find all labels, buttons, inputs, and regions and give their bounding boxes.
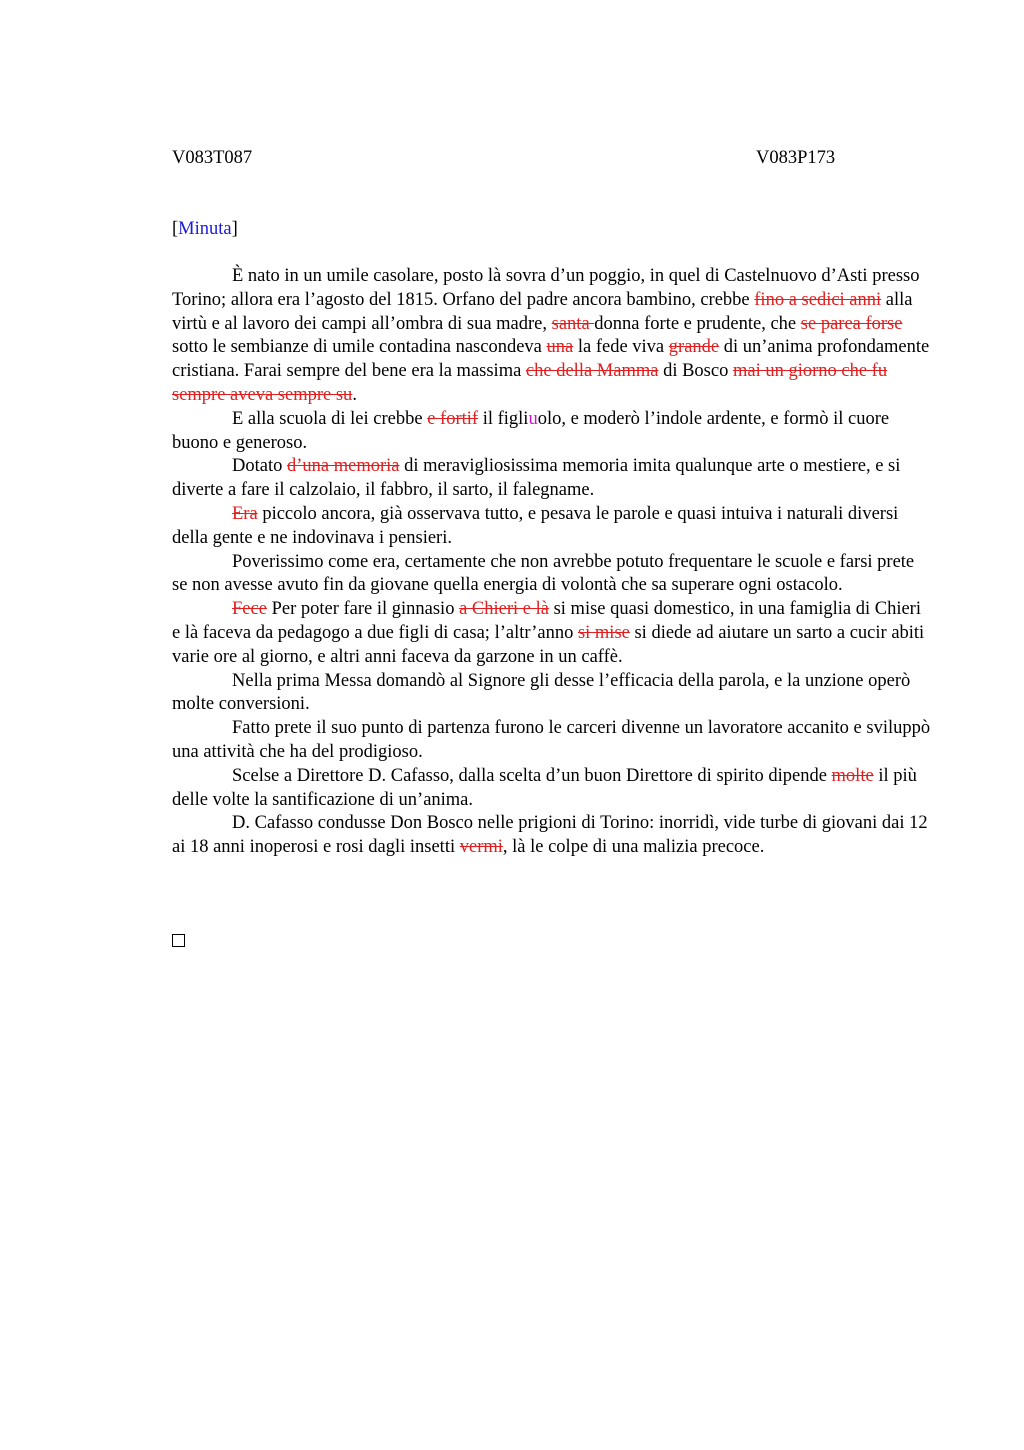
paragraph bbox=[172, 265, 932, 408]
text-segment: Scelse a Direttore D. Cafasso, dalla scelta d’un buon Direttore di spirito dipende bbox=[232, 765, 832, 786]
header-left-code: V083T087 bbox=[172, 148, 253, 168]
text-segment: di un’anima profondamente cristiana. Farai sempre del bene era la massima bbox=[172, 337, 930, 382]
paragraph bbox=[172, 455, 932, 503]
section-close-bracket: ] bbox=[231, 219, 238, 239]
deleted-text: e fortif bbox=[427, 408, 479, 429]
paragraph bbox=[172, 503, 932, 551]
text-segment: Fatto prete il suo punto di partenza furono le carceri divenne un lavoratore accanito e sviluppò una attività che ha del prodigioso. bbox=[172, 718, 931, 762]
body-text bbox=[172, 265, 932, 860]
text-segment: piccolo ancora, già osservava tutto, e pesava le parole e quasi intuiva i naturali diversi della gente e ne indovinava i pensieri. bbox=[172, 503, 899, 548]
header-right-code: V083P173 bbox=[756, 148, 836, 168]
section-label-text: Minuta bbox=[178, 219, 232, 239]
paragraph bbox=[172, 598, 932, 669]
text-segment: Per poter fare il ginnasio bbox=[266, 599, 460, 620]
text-segment: D. Cafasso condusse Don Bosco nelle prigioni di Torino: inorridì, vide turbe di giovani dai 12 ai 18 anni inoperosi e rosi dagli insetti bbox=[172, 813, 928, 858]
paragraph bbox=[172, 408, 932, 456]
paragraph bbox=[172, 551, 932, 599]
deleted-text: una bbox=[546, 337, 574, 358]
deleted-text: vermi bbox=[459, 837, 503, 858]
section-open-bracket: [ bbox=[172, 219, 179, 239]
deleted-text: che della Mamma bbox=[525, 361, 659, 382]
deleted-text: molte bbox=[831, 765, 874, 786]
deleted-text: Era bbox=[232, 503, 258, 524]
text-segment: di Bosco bbox=[658, 361, 733, 382]
text-segment: di meravigliosissima memoria imita qualunque arte o mestiere, e si diverte a fare il calzolaio, il fabbro, il sarto, il falegname. bbox=[172, 456, 901, 501]
section-label bbox=[172, 218, 238, 241]
text-segment: Dotato bbox=[232, 456, 287, 477]
deleted-text: a Chieri e là bbox=[459, 599, 549, 620]
end-marker-box bbox=[172, 934, 185, 947]
text-segment: , là le colpe di una malizia precoce. bbox=[502, 837, 765, 858]
deleted-text: d’una memoria bbox=[286, 456, 400, 477]
paragraph bbox=[172, 812, 932, 860]
text-segment: si diede ad aiutare un sarto a cucir abiti varie ore al giorno, e altri anni faceva da garzone in un caffè. bbox=[172, 622, 925, 667]
text-segment: il più delle volte la santificazione di un’anima. bbox=[172, 765, 917, 810]
deleted-text: fino a sedici anni bbox=[754, 289, 882, 310]
inserted-text: u bbox=[528, 408, 538, 429]
text-segment: E alla scuola di lei crebbe bbox=[232, 408, 428, 429]
text-segment: Nella prima Messa domandò al Signore gli desse l’efficacia della parola, e la unzione operò molte conversioni. bbox=[172, 670, 911, 715]
deleted-text: Fece bbox=[232, 599, 267, 620]
deleted-text: mai un giorno che fu sempre aveva sempre su bbox=[172, 361, 888, 405]
deleted-text: se parea forse bbox=[800, 313, 903, 334]
deleted-text: santa bbox=[551, 313, 595, 334]
text-segment: Poverissimo come era, certamente che non avrebbe potuto frequentare le scuole e farsi prete se non avesse avuto fin da giovane quella energia di volontà che sa superare ogni ostacolo. bbox=[172, 551, 915, 596]
text-segment: sotto le sembianze di umile contadina nascondeva bbox=[172, 337, 547, 358]
deleted-text: si mise bbox=[577, 622, 630, 643]
paragraph bbox=[172, 717, 932, 765]
paragraph bbox=[172, 765, 932, 813]
text-segment: il figli bbox=[478, 408, 529, 429]
text-segment: si mise quasi domestico, in una famiglia di Chieri e là faceva da pedagogo a due figli di casa; l’altr’anno bbox=[172, 599, 921, 643]
text-segment: . bbox=[352, 384, 357, 405]
text-segment: alla virtù e al lavoro dei campi all’ombra di sua madre, bbox=[172, 289, 913, 334]
text-segment: È nato in un umile casolare, posto là sovra d’un poggio, in quel di Castelnuovo d’Asti presso Torino; allora era l’agosto del 1815. Orfano del padre ancora bambino, crebbe bbox=[172, 266, 920, 310]
deleted-text: grande bbox=[668, 337, 720, 358]
text-segment: olo, e moderò l’indole ardente, e formò il cuore buono e generoso. bbox=[172, 408, 890, 453]
paragraph bbox=[172, 670, 932, 718]
text-segment: la fede viva bbox=[573, 337, 669, 358]
text-segment: donna forte e prudente, che bbox=[594, 313, 801, 334]
